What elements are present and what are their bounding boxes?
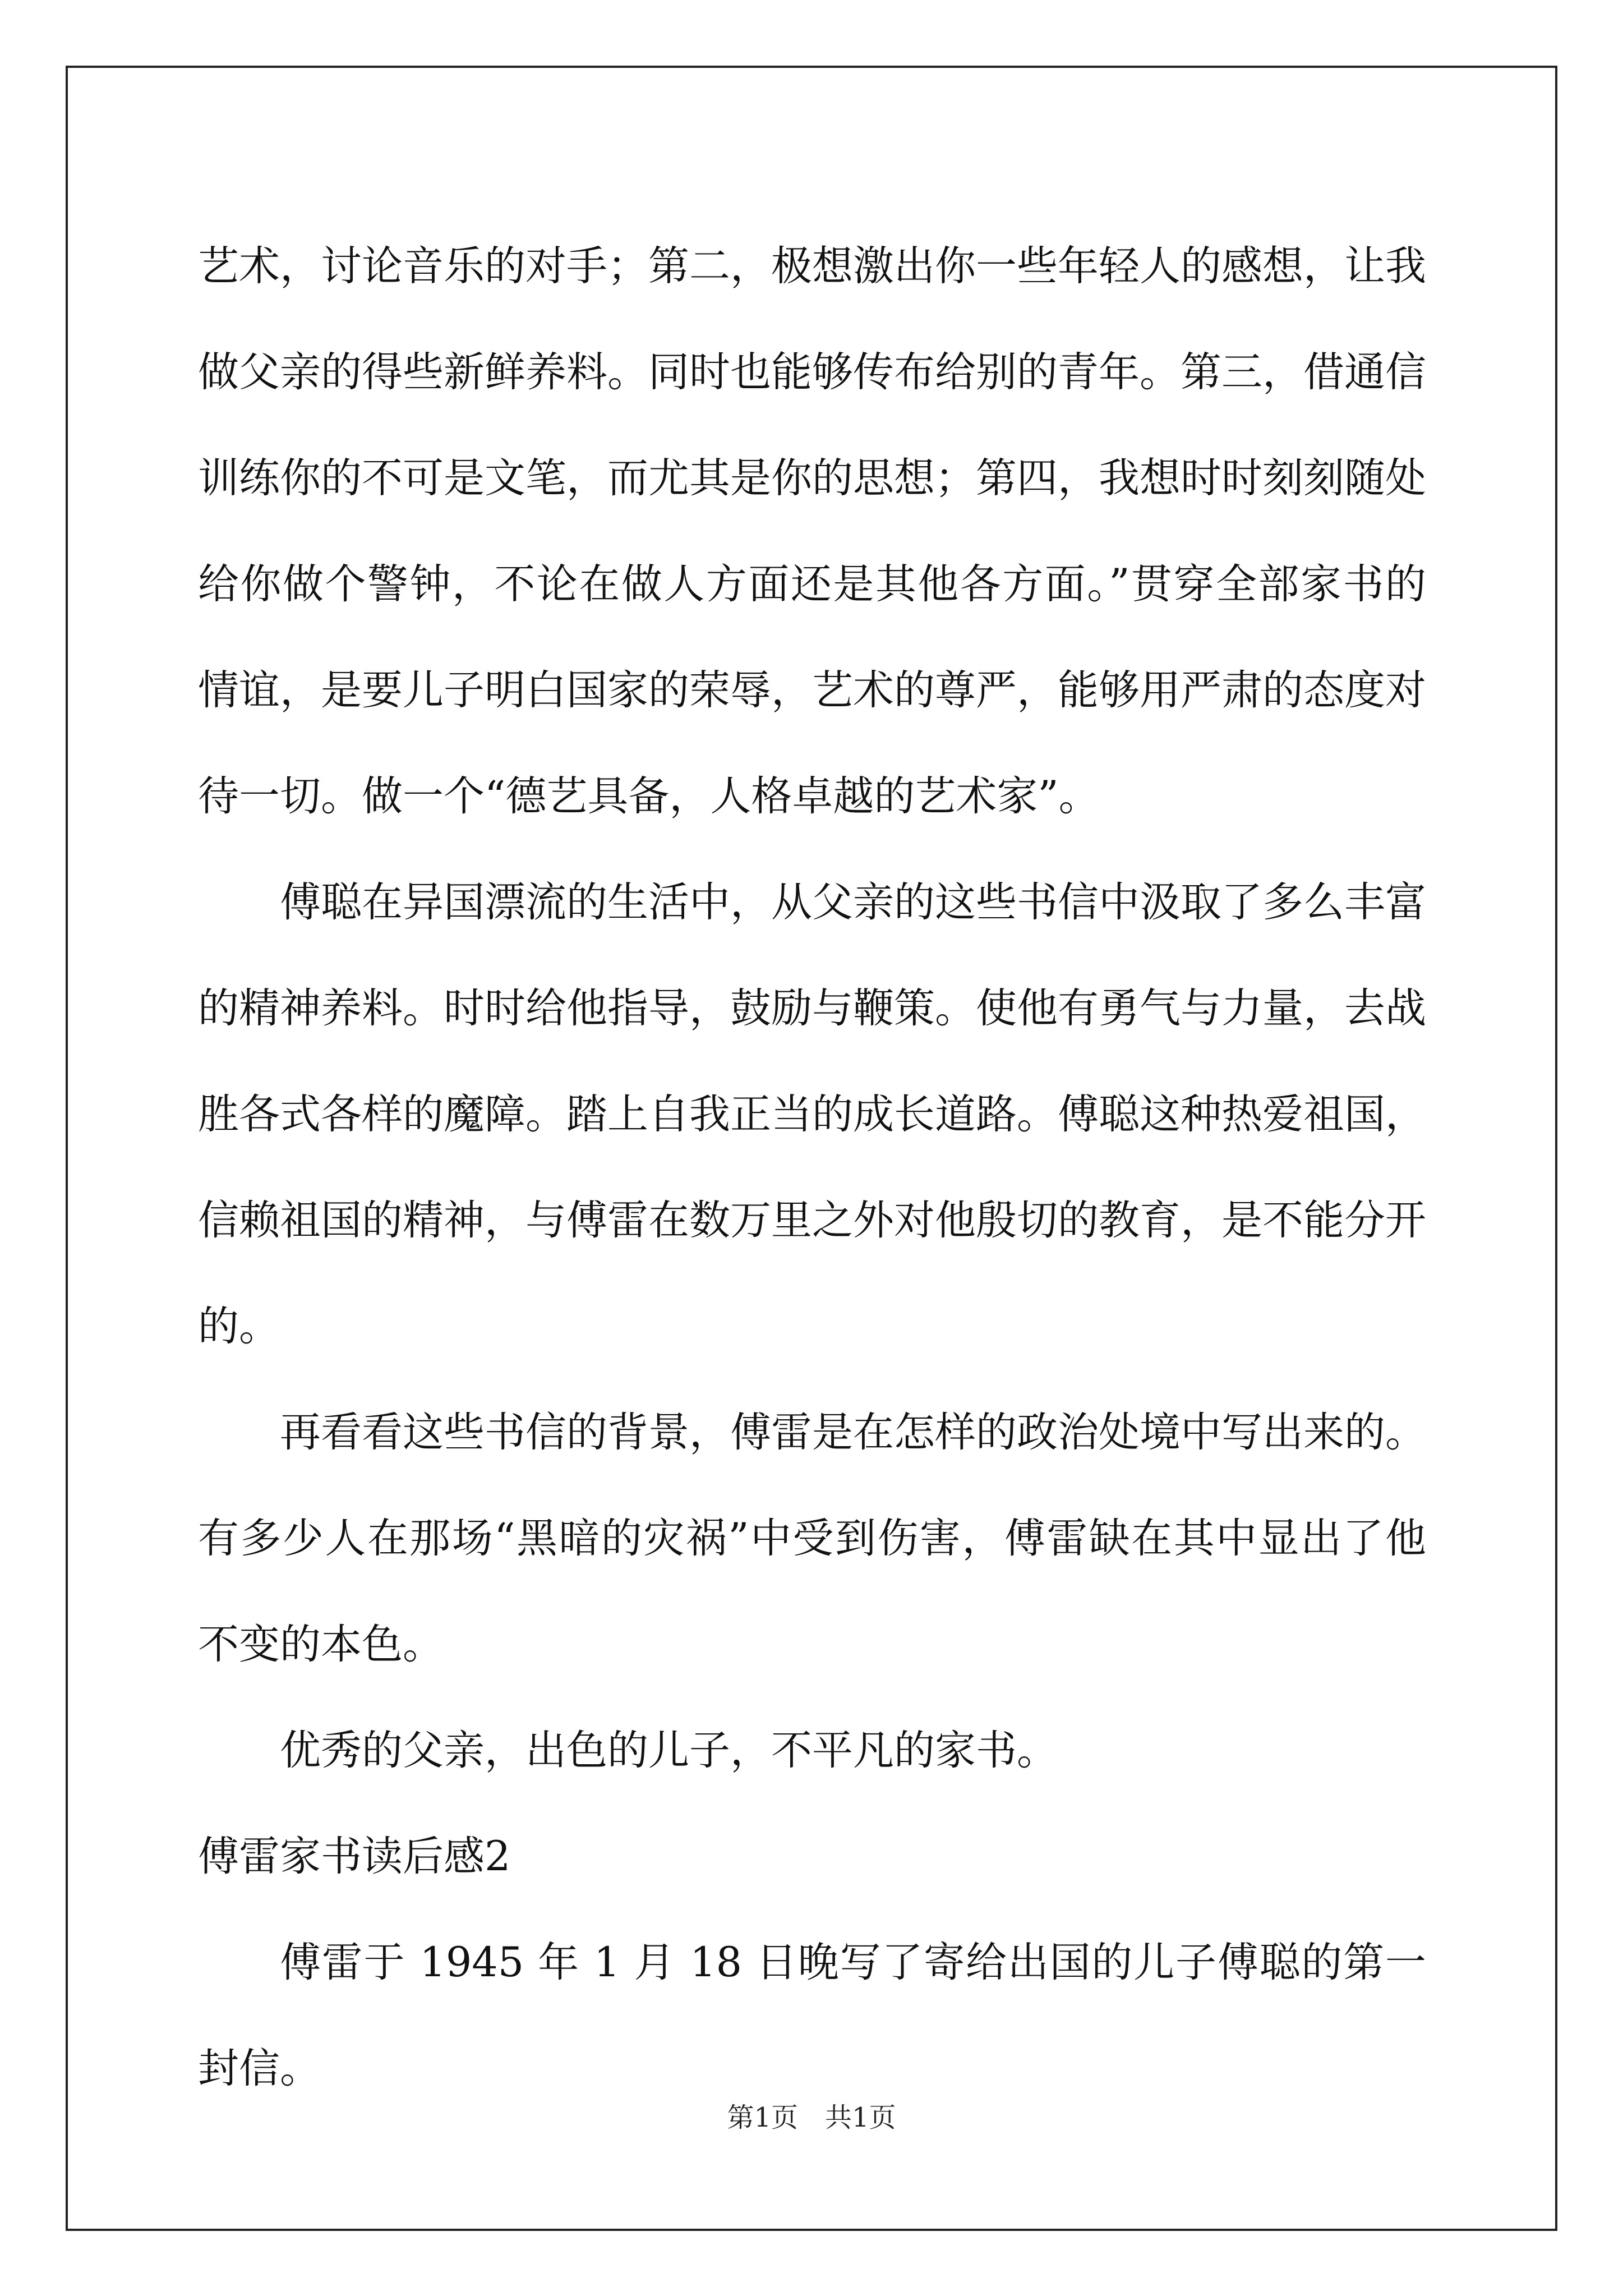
paragraph-1: 艺术，讨论音乐的对手；第二，极想激出你一些年轻人的感想，让我做父亲的得些新鲜养料。同时也能够传布给别的青年。第三，借通信训练你的不可是文笔，而尤其是你的思想；第四，我想时时刻刻随处给你做个警钟，不论在做人方面还是其他各方面。”贯穿全部家书的情谊，是要儿子明白国家的荣辱，艺术的尊严，能够用严肃的态度对待一切。做一个“德艺具备，人格卓越的艺术家”。 — [198, 242, 1426, 820]
paragraph-3: 再看看这些书信的背景，傅雷是在怎样的政治处境中写出来的。有多少人在那场“黑暗的灾祸”中受到伤害，傅雷缺在其中显出了他不变的本色。 — [198, 1409, 1426, 1668]
paragraph-4: 优秀的父亲，出色的儿子，不平凡的家书。 — [280, 1727, 1058, 1774]
paragraph-2: 傅聪在异国漂流的生活中，从父亲的这些书信中汲取了多么丰富的精神养料。时时给他指导，鼓励与鞭策。使他有勇气与力量，去战胜各式各样的魔障。踏上自我正当的成长道路。傅聪这种热爱祖国，信赖祖国的精神，与傅雷在数万里之外对他殷切的教育，是不能分开的。 — [198, 878, 1426, 1350]
document-body — [198, 213, 1426, 2122]
section-heading: 傅雷家书读后感2 — [198, 1833, 511, 1880]
paragraph-5: 傅雷于 1945 年 1 月 18 日晚写了寄给出国的儿子傅聪的第一封信。 — [198, 1939, 1426, 2092]
page-footer: 第1页 共1页 — [727, 2102, 896, 2133]
